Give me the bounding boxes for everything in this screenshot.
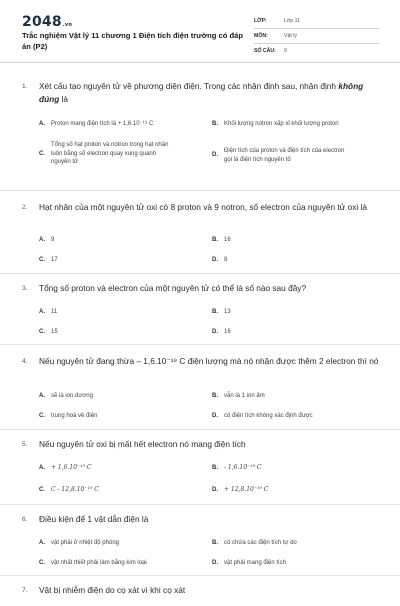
option-b[interactable]: B. - 1,6.10⁻¹⁹ C bbox=[212, 464, 262, 471]
option-c[interactable]: C. C - 12,8.10⁻¹⁹ C bbox=[39, 486, 99, 493]
question-4 bbox=[0, 345, 400, 430]
meta-value: 9 bbox=[284, 48, 287, 54]
option-a[interactable]: A. 11 bbox=[39, 309, 58, 315]
option-d[interactable]: D. 16 bbox=[212, 329, 231, 335]
question-number: 5. bbox=[22, 441, 28, 448]
question-text: Vật bị nhiễm điện do cọ xát vì khi cọ xát bbox=[39, 585, 186, 595]
meta-row-class bbox=[254, 14, 379, 29]
question-text: Nếu nguyên tử đang thừa – 1,6.10⁻¹⁹ C điện lượng mà nó nhận được thêm 2 electron thì nó bbox=[39, 356, 379, 366]
option-d[interactable]: D. vật phải mang điện tích bbox=[212, 560, 287, 566]
question-7 bbox=[0, 576, 400, 606]
question-3 bbox=[0, 274, 400, 345]
option-d[interactable]: D. + 12,8.10⁻¹⁹ C bbox=[212, 486, 269, 493]
quiz-meta-table bbox=[254, 14, 379, 58]
option-c[interactable]: C. Tổng số hạt proton và notron trong hạt nhân luôn bằng số electron quay xung quanh nguyên tử bbox=[39, 142, 169, 165]
question-number: 3. bbox=[22, 285, 28, 292]
option-d[interactable]: D. 8 bbox=[212, 257, 228, 263]
question-list bbox=[0, 72, 400, 606]
question-number: 1. bbox=[22, 83, 28, 90]
option-b[interactable]: B. 16 bbox=[212, 237, 231, 243]
question-text: Hạt nhân của một nguyên tử oxi có 8 proton và 9 notron, số electron của nguyên tử oxi là bbox=[39, 202, 367, 212]
option-b[interactable]: B. 13 bbox=[212, 309, 231, 315]
question-number: 2. bbox=[22, 204, 28, 211]
question-1 bbox=[0, 72, 400, 191]
option-c[interactable]: C. trung hoà về điện bbox=[39, 413, 98, 419]
question-text: Xét cấu tạo nguyên tử về phương diện điện. Trong các nhận định sau, nhận định không đúng là bbox=[39, 81, 364, 104]
question-text: Nếu nguyên tử oxi bị mất hết electron nó mang điện tích bbox=[39, 439, 246, 449]
question-2 bbox=[0, 191, 400, 274]
site-logo[interactable]: 2048.vn bbox=[22, 14, 73, 30]
option-a[interactable]: A. 9 bbox=[39, 237, 55, 243]
option-d[interactable]: D. Điện tích của proton và điện tích của electron gọi là điện tích nguyên tố bbox=[212, 148, 345, 163]
meta-label: SỐ CÂU: bbox=[254, 48, 276, 54]
option-b[interactable]: B. vẫn là 1 ion âm bbox=[212, 393, 265, 399]
option-a[interactable]: A. vật phải ở nhiệt độ phòng bbox=[39, 540, 119, 546]
meta-row-subject bbox=[254, 29, 379, 44]
option-c[interactable]: C. 15 bbox=[39, 329, 58, 335]
option-a[interactable]: A. + 1,6.10⁻¹⁹ C bbox=[39, 464, 92, 471]
question-text: Điều kiện để 1 vật dẫn điện là bbox=[39, 514, 149, 524]
question-5 bbox=[0, 430, 400, 505]
meta-value: Lớp 11 bbox=[284, 18, 300, 24]
option-a[interactable]: A. Proton mang điện tích là + 1,6.10⁻¹⁹ C bbox=[39, 121, 154, 127]
meta-value: Vật lý bbox=[284, 33, 297, 39]
meta-label: MÔN: bbox=[254, 33, 268, 39]
meta-row-count bbox=[254, 44, 379, 58]
question-number: 6. bbox=[22, 516, 28, 523]
option-d[interactable]: D. có điện tích không xác định được bbox=[212, 413, 313, 419]
option-b[interactable]: B. Khối lượng notron xấp xỉ khối lượng proton bbox=[212, 121, 339, 127]
option-a[interactable]: A. sẽ là ion dương bbox=[39, 393, 93, 399]
question-number: 7. bbox=[22, 587, 28, 594]
page-header bbox=[0, 0, 400, 63]
page-title: Trắc nghiệm Vật lý 11 chương 1 Điện tích điện trường có đáp án (P2) bbox=[22, 31, 243, 51]
meta-label: LỚP: bbox=[254, 18, 267, 24]
question-text: Tổng số proton và electron của một nguyên tử có thể là số nào sau đây? bbox=[39, 283, 307, 293]
question-number: 4. bbox=[22, 358, 28, 365]
option-c[interactable]: C. vật nhất thiết phải làm bằng kim loại bbox=[39, 560, 147, 566]
option-c[interactable]: C. 17 bbox=[39, 257, 58, 263]
option-b[interactable]: B. có chứa các điện tích tự do bbox=[212, 540, 297, 546]
question-6 bbox=[0, 505, 400, 576]
